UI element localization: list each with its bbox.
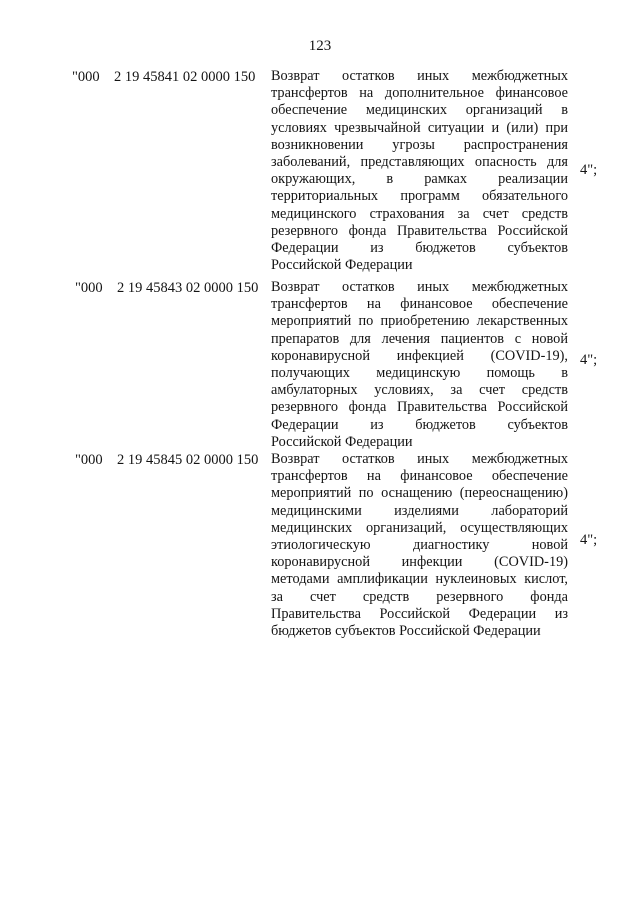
description-line: заболеваний, представляющих опасность для xyxy=(271,153,568,170)
description-line: Возврат остатков иных межбюджетных xyxy=(271,279,568,295)
description-line: мероприятий по оснащению (переоснащению) xyxy=(271,485,568,502)
description-line: медицинскими изделиями лабораторий xyxy=(271,502,568,519)
description-line: условиях чрезвычайной ситуации и (или) при xyxy=(271,119,568,136)
description-line: Федерации из бюджетов субъектов xyxy=(271,239,568,256)
entry-description xyxy=(271,451,568,640)
description-line: амбулаторных условиях, за счет средств xyxy=(271,382,568,399)
description-line: трансфертов на дополнительное финансовое xyxy=(271,85,568,102)
description-line: резервного фонда Правительства Российской xyxy=(271,222,568,239)
code-prefix: "000 xyxy=(72,69,100,85)
description-line: методами амплификации нуклеиновых кислот, xyxy=(271,571,568,588)
entry-description xyxy=(271,68,568,274)
entry-suffix: 4"; xyxy=(580,162,598,178)
description-line: обеспечение медицинских организаций в xyxy=(271,102,568,119)
budget-classification-code: 2 19 45841 02 0000 150 xyxy=(114,69,256,85)
description-line: препаратов для лечения пациентов с новой xyxy=(271,330,568,347)
description-line: возникновении угрозы распространения xyxy=(271,136,568,153)
entry-suffix: 4"; xyxy=(580,352,598,368)
description-line: коронавирусной инфекции (COVID-19) xyxy=(271,554,568,571)
description-line: окружающих, в рамках реализации xyxy=(271,171,568,188)
page-number: 123 xyxy=(308,38,332,54)
description-line: коронавирусной инфекцией (COVID-19), xyxy=(271,347,568,364)
description-line: медицинского страхования за счет средств xyxy=(271,205,568,222)
description-line: Правительства Российской Федерации из xyxy=(271,605,568,622)
description-line: территориальных программ обязательного xyxy=(271,188,568,205)
description-line: Российской Федерации xyxy=(271,257,413,274)
description-line: получающих медицинскую помощь в xyxy=(271,364,568,381)
description-line: трансфертов на финансовое обеспечение xyxy=(271,296,568,313)
entry-description xyxy=(271,279,568,451)
description-line: резервного фонда Правительства Российской xyxy=(271,399,568,416)
description-line: трансфертов на финансовое обеспечение xyxy=(271,468,568,485)
description-line: этиологическую диагностику новой xyxy=(271,536,568,553)
description-line: за счет средств резервного фонда xyxy=(271,588,568,605)
budget-classification-code: 2 19 45843 02 0000 150 xyxy=(117,280,259,296)
description-line: бюджетов субъектов Российской Федерации xyxy=(271,622,541,639)
description-line: медицинских организаций, осуществляющих xyxy=(271,519,568,536)
description-line: Российской Федерации xyxy=(271,433,413,450)
code-prefix: "000 xyxy=(75,280,103,296)
budget-classification-code: 2 19 45845 02 0000 150 xyxy=(117,452,259,468)
description-line: Федерации из бюджетов субъектов xyxy=(271,416,568,433)
code-prefix: "000 xyxy=(75,452,103,468)
entry-suffix: 4"; xyxy=(580,532,598,548)
description-line: Возврат остатков иных межбюджетных xyxy=(271,68,568,84)
description-line: мероприятий по приобретению лекарственных xyxy=(271,313,568,330)
description-line: Возврат остатков иных межбюджетных xyxy=(271,451,568,467)
